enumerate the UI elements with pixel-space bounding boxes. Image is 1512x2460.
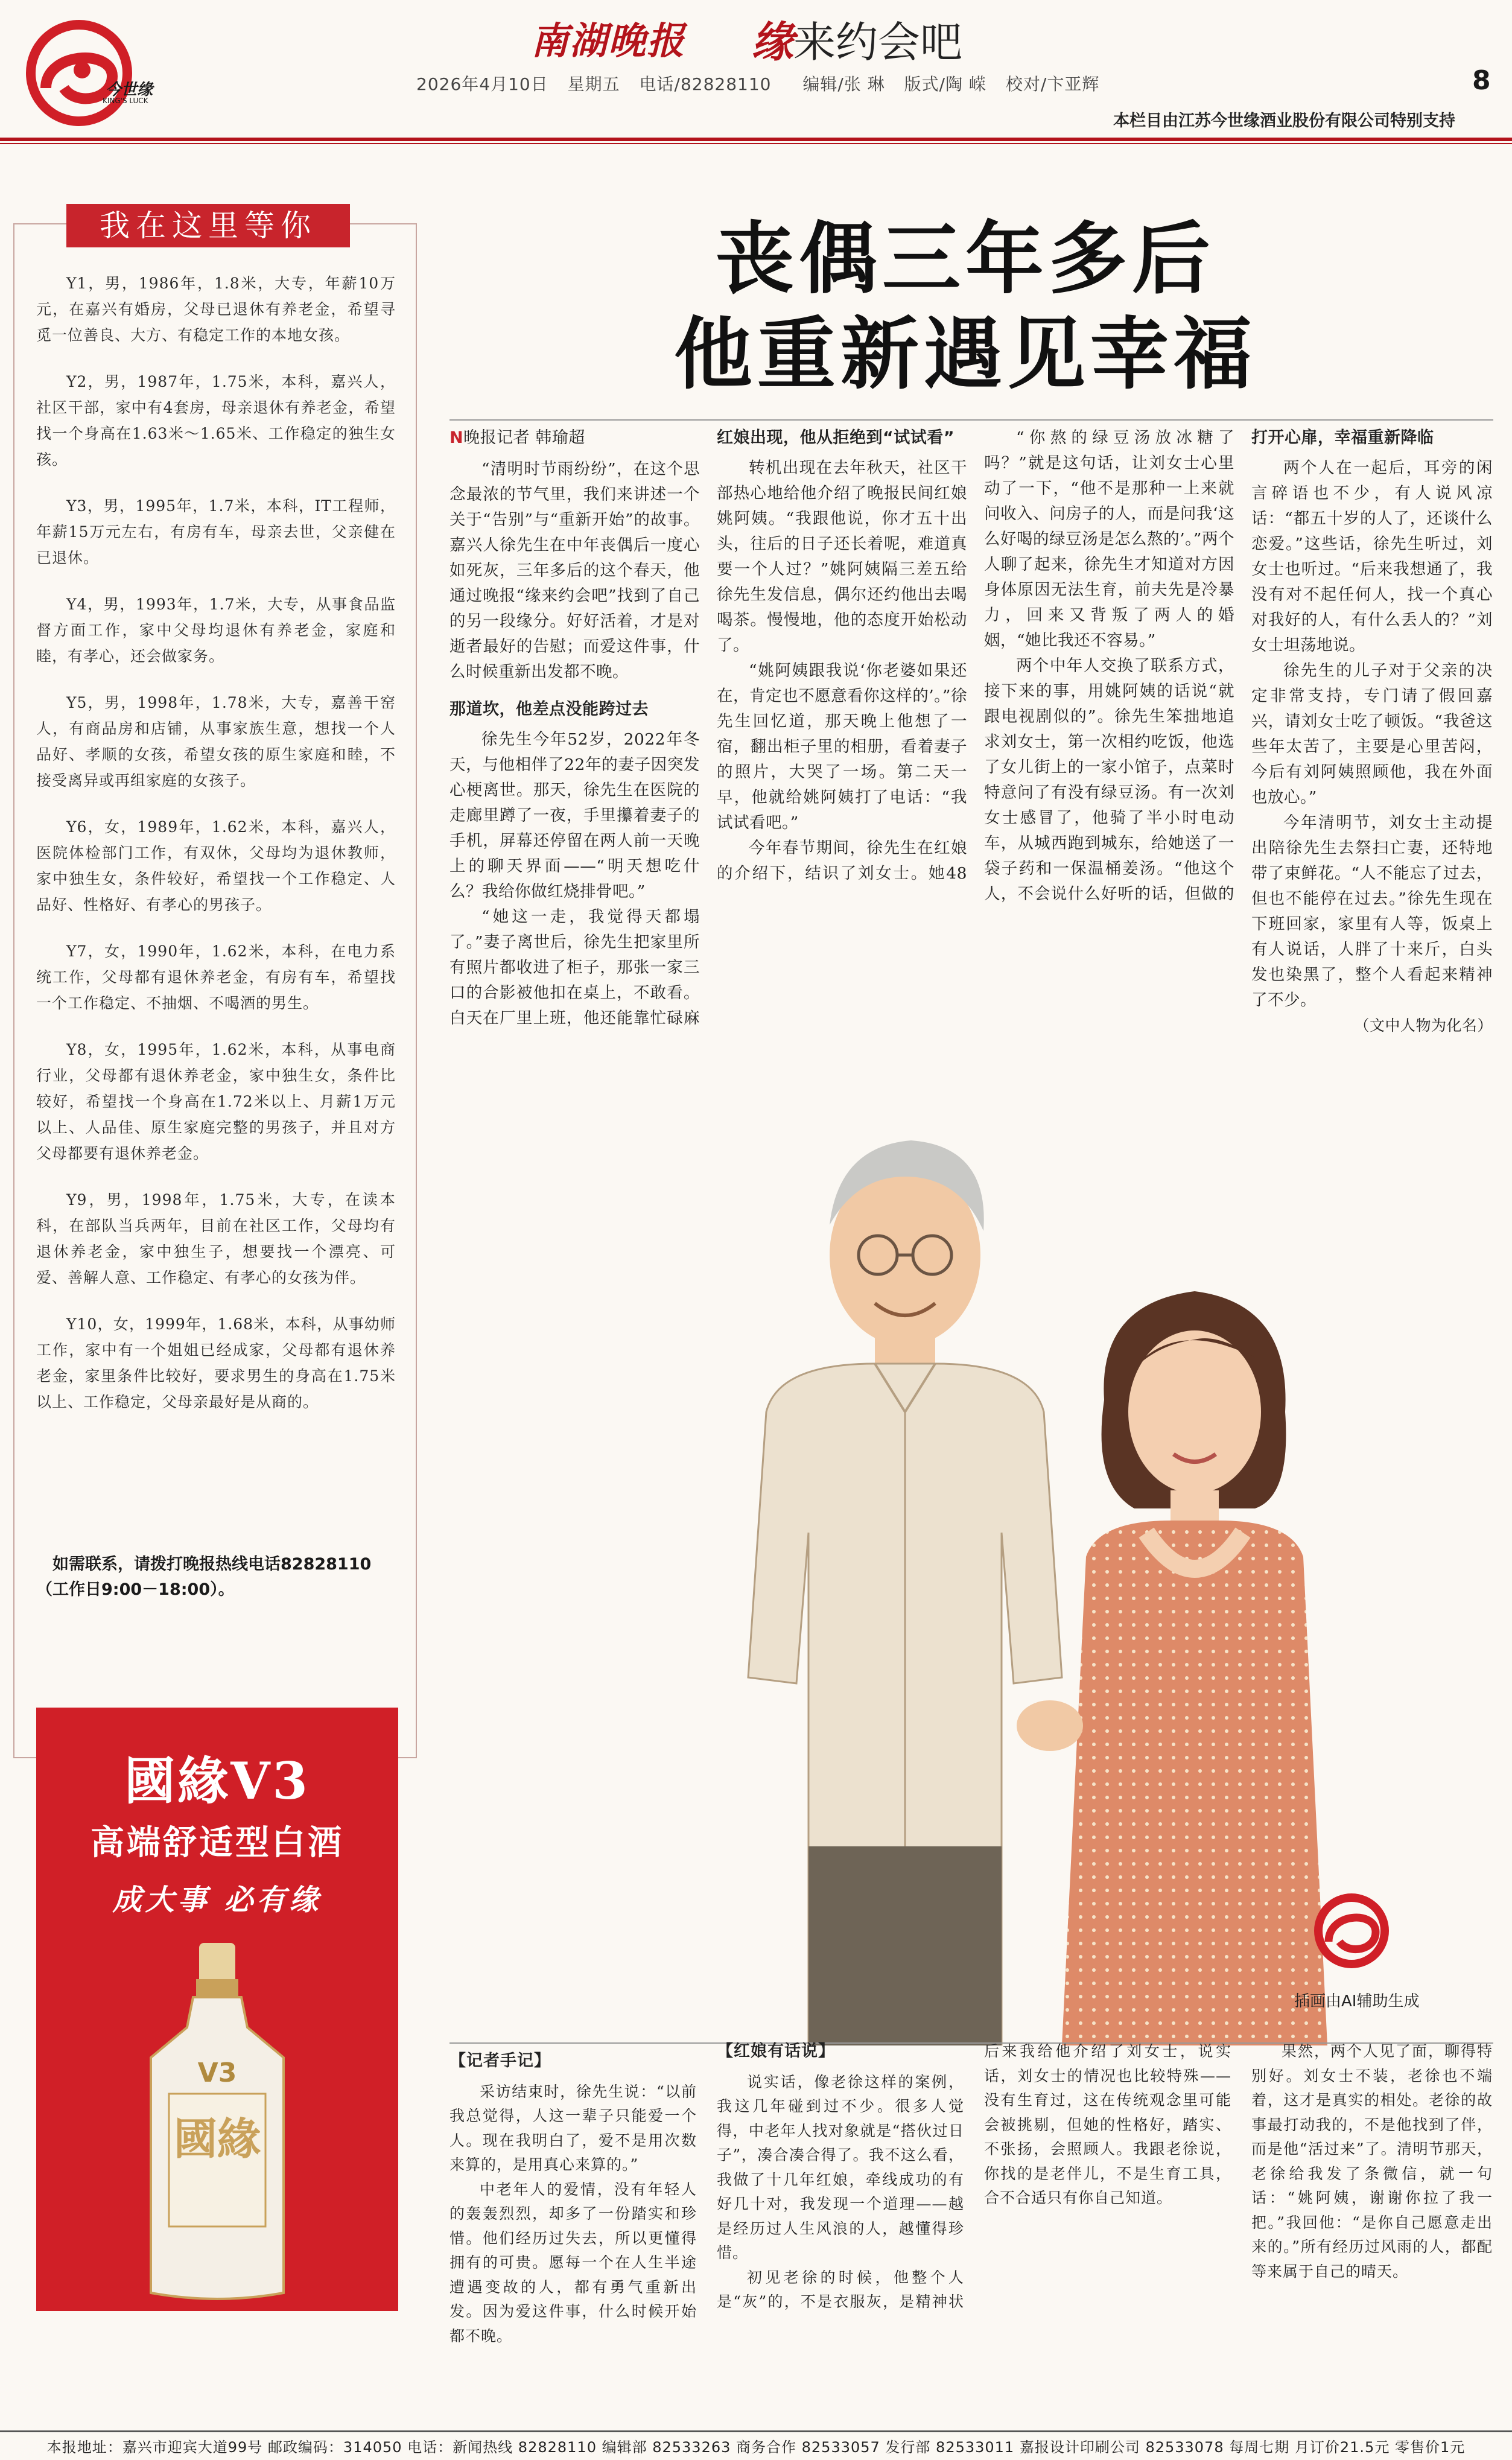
headline-line-2: 他重新遇见幸福 xyxy=(673,308,1257,400)
headline-line-1: 丧偶三年多后 xyxy=(715,213,1215,305)
list-item: Y7，女，1990年，1.62米，本科，在电力系统工作，父母都有退休养老金，有房有车，希望找一个工作稳定、不抽烟、不喝酒的男生。 xyxy=(36,942,396,1012)
reporter-note-paragraph: 采访结束时，徐先生说：“以前我总觉得，人这一辈子只能爱一个人。现在我明白了，爱不是用次数来算的，是用真心来算的。” xyxy=(449,2082,697,2173)
logo-text: 今世缘 xyxy=(106,81,153,99)
section-1-title: 那道坎，他差点没能跨过去 xyxy=(449,700,649,719)
article-column-4 xyxy=(1251,425,1493,1038)
article-signature: （文中人物为化名） xyxy=(1354,1017,1493,1034)
section-2-paragraph: 转机出现在去年秋天，社区干部热心地给他介绍了晚报民间红娘姚阿姨。“我跟他说，你才五十出头，往后的日子还长着呢，难道真要一个人过？”姚阿姨隔三差五给徐先生发信息，偶尔还约他出去喝喝茶。慢慢地，他的态度开始松动了。 xyxy=(717,459,967,655)
matchmaker-note xyxy=(717,2039,964,2315)
ad-brand: 國緣V3 xyxy=(124,1751,310,1811)
list-item: Y5，男，1998年，1.78米，大专，嘉善干窑人，有商品房和店铺，从事家族生意，想找一个人品好、孝顺的女孩，希望女孩的原生家庭和睦，不接受离异或再组家庭的女孩子。 xyxy=(36,694,396,789)
kings-luck-logo xyxy=(22,16,136,130)
column-name-rest: 来约会吧 xyxy=(793,17,962,67)
issue-meta xyxy=(416,71,1113,95)
article-top-rule xyxy=(449,419,1493,421)
issue-weekday: 星期五 xyxy=(567,74,620,94)
section-2-title: 红娘出现，他从拒绝到“试试看” xyxy=(717,428,955,447)
matchmaker-note-end xyxy=(1251,2039,1493,2401)
ad-slogan: 成大事 必有缘 xyxy=(112,1883,322,1917)
footer-rule xyxy=(0,2430,1512,2432)
issue-proof: 校对/卞亚辉 xyxy=(1005,74,1100,94)
byline-text: 晚报记者 韩瑜超 xyxy=(463,428,585,447)
illustration-credit: 插画由AI辅助生成 xyxy=(1294,1992,1420,2010)
section-2-paragraph: 两个中年人交换了联系方式，接下来的事，用姚阿姨的话说“就跟电视剧似的”。徐先生笨拙地追求刘女士，第一次相约吃饭，他选了女儿街上的一家小馆子，点菜时特意问了有没有绿豆汤。有一次刘女士感冒了，他骑了半小时电动车，从城西跑到城东，给她送了一袋子药和一保温桶姜汤。“他这个人，不会说什么好听的话，但做的 xyxy=(984,656,1234,903)
matchmaker-paragraph: 说实话，像老徐这样的案例，我这几年碰到过不少。很多人觉得，中老年人找对象就是“搭伙过日子”，凑合凑合得了。我不这么看，我做了十几年红娘，牵线成功的有好几十对，我发现一个道理——越是经历过人生风浪的人，越懂得珍惜。 xyxy=(717,2073,964,2261)
article-column-2 xyxy=(717,425,967,886)
section-2-paragraph: 今年春节期间，徐先生在红娘的介绍下，结识了刘女士。她48 xyxy=(717,839,967,883)
waiting-title: 我在这里等你 xyxy=(66,204,350,247)
bottle-guo-label: 國緣 xyxy=(173,2113,261,2164)
list-item: Y9，男，1998年，1.75米，大专，在读本科，在部队当兵两年，目前在社区工作，父母均有退休养老金，家中独生子，想要找一个漂亮、可爱、善解人意、工作稳定、有孝心的女孩为伴。 xyxy=(36,1191,396,1286)
waiting-entries xyxy=(36,270,396,1435)
article-column-1 xyxy=(449,425,700,1031)
section-3-paragraph: 今年清明节，刘女士主动提出陪徐先生去祭扫亡妻，还特地带了束鲜花。“人不能忘了过去，但也不能停在过去。”徐先生现在下班回家，家里有人等，饭桌上有人说话，人胖了十来斤，白头发也染黑了，整个人看起来精神了不少。 xyxy=(1251,813,1493,1009)
column-name xyxy=(751,8,962,69)
list-item: Y1，男，1986年，1.8米，大专，年薪10万元，在嘉兴有婚房，父母已退休有养老金，希望寻觅一位善良、大方、有稳定工作的本地女孩。 xyxy=(36,275,396,344)
list-item: Y2，男，1987年，1.75米，本科，嘉兴人，社区干部，家中有4套房，母亲退休有养老金，希望找一个身高在1.63米～1.65米、工作稳定的独生女孩。 xyxy=(36,373,396,468)
reporter-note-paragraph: 中老年人的爱情，没有年轻人的轰轰烈烈，却多了一份踏实和珍惜。他们经历过失去，所以更懂得拥有的可贵。愿每一个在人生半途遭遇变故的人，都有勇气重新出发。因为爱这件事，什么时候开始都不晚。 xyxy=(449,2180,697,2345)
illustration-logo xyxy=(1309,1889,1394,1973)
liquor-bottle-image xyxy=(127,1943,308,2305)
bottle-v3-label: V3 xyxy=(197,2058,237,2088)
matchmaker-paragraph: 后来我给他介绍了刘女士，说实话，刘女士的情况也比较特殊——没有生育过，这在传统观念里可能会被挑剔，但她的性格好，踏实、不张扬，会照顾人。我跟老徐说，你找的是老伴儿，不是生育工具，合不合适只有你自己知道。 xyxy=(984,2042,1231,2207)
matchmaker-paragraph: 初见老徐的时候，他整个人是“灰”的，不是衣服灰，是精神状 xyxy=(717,2268,964,2310)
section-2-paragraph: “姚阿姨跟我说‘你老婆如果还在，肯定也不愿意看你这样的’。”徐先生回忆道，那天晚上他想了一宿，翻出柜子里的相册，看着妻子的照片，大哭了一场。第二天一早，他就给姚阿姨打了电话：“我试试看吧。” xyxy=(717,661,967,832)
list-item: Y6，女，1989年，1.62米，本科，嘉兴人，医院体检部门工作，有双休，父母均为退休教师，家中独生女，条件较好，希望找一个工作稳定、人品好、性格好、有孝心的男孩子。 xyxy=(36,818,396,914)
issue-date: 2026年4月10日 xyxy=(416,74,548,94)
newspaper-brand: 南湖晚报 xyxy=(531,19,686,63)
matchmaker-title: 【红娘有话说】 xyxy=(717,2042,835,2061)
issue-layout: 版式/陶 嵘 xyxy=(904,74,986,94)
section-3-paragraph: 徐先生的儿子对于父亲的决定非常支持，专门请了假回嘉兴，请刘女士吃了顿饭。“我爸这些年太苦了，主要是心里苦闷，今后有刘阿姨照顾他，我在外面也放心。” xyxy=(1251,661,1493,807)
issue-phone: 电话/82828110 xyxy=(639,74,772,94)
header-rule xyxy=(0,138,1512,141)
column-name-yuan: 缘 xyxy=(751,17,793,67)
section-2-paragraph: “你熬的绿豆汤放冰糖了吗？”就是这句话，让刘女士心里动了一下，“他不是那种一上来就问收入、问房子的人，而是问我‘这么好喝的绿豆汤是怎么熬的’。”两个人聊了起来，徐先生才知道对方因身体原因无法生育，前夫先是冷暴力，回来又背叛了两人的婚姻，“她比我还不容易。” xyxy=(984,428,1234,650)
logo-subtext: KING'S LUCK xyxy=(103,97,148,105)
intro-paragraph: “清明时节雨纷纷”，在这个思念最浓的节气里，我们来讲述一个关于“告别”与“重新开始”的故事。嘉兴人徐先生在中年丧偶后一度心如死灰，三年多后的这个春天，他通过晚报“缘来约会吧”找到了自己的另一段缘分。好好活着，才是对逝者最好的告慰；而爱这件事，什么时候重新出发都不晚。 xyxy=(449,460,700,681)
list-item: Y8，女，1995年，1.62米，本科，从事电商行业，父母都有退休养老金，家中独生女，条件比较好，希望找一个身高在1.72米以上、月薪1万元以上、人品佳、原生家庭完整的男孩子，并且对方父母都要有退休养老金。 xyxy=(36,1041,396,1162)
issue-editor: 编辑/张 琳 xyxy=(802,74,885,94)
couple-illustration xyxy=(676,1074,1388,2045)
matchmaker-note-cont xyxy=(984,2039,1231,2401)
header-rule-thin xyxy=(0,143,1512,144)
reporter-note xyxy=(449,2049,697,2422)
list-item: Y4，男，1993年，1.7米，大专，从事食品监督方面工作，家中父母均退休有养老金，家庭和睦，有孝心，还会做家务。 xyxy=(36,596,396,665)
section-1-paragraph: “她这一走，我觉得天都塌了。”妻子离世后，徐先生把家里所有照片都收进了柜子，那张一家三口的合影被他扣在桌上，不敢看。白天在厂里上班，他还能靠忙碌麻 xyxy=(449,907,700,1028)
section-3-paragraph: 两个人在一起后，耳旁的闲言碎语也不少，有人说风凉话：“都五十岁的人了，还谈什么恋爱。”这些话，徐先生听过，刘女士也听过。“后来我想通了，我没有对不起任何人，找一个真心对我好的人，有什么丢人的？”刘女士坦荡地说。 xyxy=(1251,459,1493,655)
byline-mark: N xyxy=(449,428,464,447)
list-item: Y3，男，1995年，1.7米，本科，IT工程师，年薪15万元左右，有房有车，母亲去世，父亲健在已退休。 xyxy=(36,497,396,567)
matchmaker-paragraph: 果然，两个人见了面，聊得特别好。刘女士不装，老徐也不端着，这才是真实的相处。老徐的故事最打动我的，不是他找到了伴，而是他“活过来”了。清明节那天，老徐给我发了条微信，就一句话：“姚阿姨，谢谢你拉了我一把。”我回他：“是你自己愿意走出来的。”所有经历过风雨的人，都配等来属于自己的晴天。 xyxy=(1251,2042,1493,2280)
page-number: 8 xyxy=(1472,65,1491,96)
sponsor-line: 本栏目由江苏今世缘酒业股份有限公司特别支持 xyxy=(1113,112,1455,130)
footer-info: 本报地址：嘉兴市迎宾大道99号 邮政编码：314050 电话：新闻热线 82828110 编辑部 82533263 商务合作 82533057 发行部 82533011 嘉报设计印刷公司 82533078 每周七期 月订价21.5元 零售价1元 xyxy=(46,2439,1466,2456)
contact-info: 如需联系，请拨打晚报热线电话82828110（工作日9:00－18:00）。 xyxy=(36,1555,372,1599)
section-3-title: 打开心扉，幸福重新降临 xyxy=(1251,428,1434,447)
byline xyxy=(449,425,700,451)
reporter-note-title: 【记者手记】 xyxy=(449,2052,551,2070)
ad-tagline: 高端舒适型白酒 xyxy=(91,1823,344,1863)
article-column-3 xyxy=(984,425,1234,907)
section-1-paragraph: 徐先生今年52岁，2022年冬天，与他相伴了22年的妻子因突发心梗离世。那天，徐先生在医院的走廊里蹲了一夜，手里攥着妻子的手机，屏幕还停留在两人前一天晚上的聊天界面——“明天想吃什么？我给你做红烧排骨吧。” xyxy=(449,730,700,901)
list-item: Y10，女，1999年，1.68米，本科，从事幼师工作，家中有一个姐姐已经成家，父母都有退休养老金，家里条件比较好，要求男生的身高在1.75米以上、工作稳定，父母亲最好是从商的。 xyxy=(36,1315,396,1411)
article-headline xyxy=(422,211,1508,402)
